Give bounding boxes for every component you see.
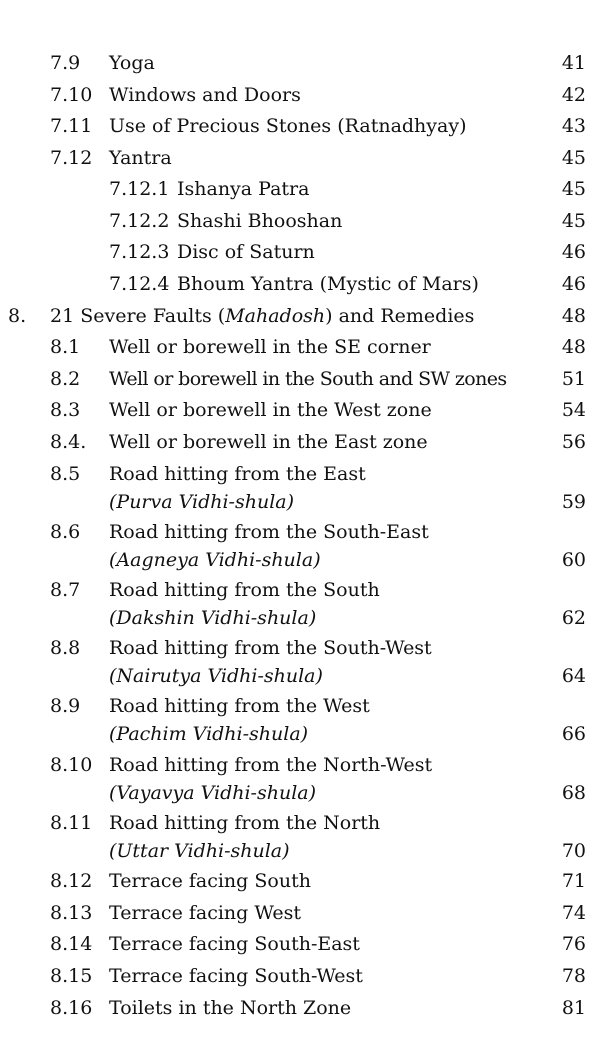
entry-title: Toilets in the North Zone [109,997,352,1019]
entry-title: Windows and Doors [109,84,301,106]
entry-title: Road hitting from the West (Pachim Vidhi-shula) [109,695,370,745]
entry-number: 8.5 [50,463,81,485]
entry-number: 8.7 [50,579,81,601]
entry-page: 59 [561,491,586,513]
toc-subentry [0,270,600,298]
entry-number: 8.3 [50,399,81,421]
toc-entry [0,994,600,1022]
toc-entry [0,365,600,393]
entry-title: Road hitting from the North-West (Vayavya Vidhi-shula) [109,754,433,804]
entry-title: Disc of Saturn [177,241,315,263]
entry-number: 7.11 [50,115,93,137]
entry-number: 7.10 [50,84,93,106]
entry-title: Terrace facing West [109,902,301,924]
entry-number: 8.2 [50,368,81,390]
entry-title: Ishanya Patra [177,178,310,200]
entry-number: 8.13 [50,902,93,924]
entry-number: 8.9 [50,695,81,717]
entry-page: 51 [561,368,586,390]
toc-entry [0,899,600,927]
entry-title: Road hitting from the South-West (Nairutya Vidhi-shula) [109,637,432,687]
entry-title: Road hitting from the East (Purva Vidhi-shula) [109,463,366,513]
toc-entry [0,930,600,958]
toc-subentry [0,175,600,203]
entry-title: Well or borewell in the South and SW zones [109,368,507,390]
toc-entry [0,518,600,571]
toc-entry [0,112,600,140]
entry-number: 7.12.2 [109,210,170,232]
entry-title: Road hitting from the South (Dakshin Vidhi-shula) [109,579,380,629]
entry-title: Bhoum Yantra (Mystic of Mars) [177,273,479,295]
entry-page: 48 [561,336,586,358]
entry-number: 8.12 [50,870,93,892]
entry-number: 8.1 [50,336,81,358]
entry-page: 48 [561,305,586,327]
entry-title: Road hitting from the North (Uttar Vidhi-shula) [109,812,381,862]
entry-title: Terrace facing South-East [109,933,360,955]
entry-title: Terrace facing South [109,870,311,892]
toc-subentry [0,207,600,235]
entry-number: 7.12.3 [109,241,170,263]
entry-number: 8.10 [50,754,93,776]
entry-title: Well or borewell in the West zone [109,399,432,421]
entry-number: 8.14 [50,933,93,955]
entry-title: Road hitting from the South-East (Aagneya Vidhi-shula) [109,521,429,571]
toc-entry [0,49,600,77]
entry-number: 8.6 [50,521,81,543]
chapter-title: 21 Severe Faults (Mahadosh) and Remedies [50,305,475,327]
entry-title: Terrace facing South-West [109,965,363,987]
entry-page: 78 [561,965,586,987]
toc-subentry [0,238,600,266]
toc-entry [0,634,600,687]
toc-entry [0,428,600,456]
entry-page: 56 [561,431,586,453]
toc-entry [0,396,600,424]
entry-page: 62 [561,607,586,629]
toc-entry [0,751,600,804]
entry-page: 64 [561,665,586,687]
toc-entry [0,81,600,109]
toc-chapter [0,302,600,330]
chapter-number: 8. [8,305,27,327]
entry-page: 74 [561,902,586,924]
entry-page: 54 [561,399,586,421]
entry-title: Well or borewell in the East zone [109,431,428,453]
entry-page: 66 [561,723,586,745]
entry-number: 7.12.1 [109,178,170,200]
entry-page: 45 [561,147,586,169]
entry-number: 8.4. [50,431,87,453]
entry-number: 8.11 [50,812,93,834]
entry-page: 46 [561,273,586,295]
entry-number: 8.16 [50,997,93,1019]
entry-page: 42 [561,84,586,106]
toc-entry [0,333,600,361]
entry-title: Yantra [109,147,172,169]
entry-page: 45 [561,210,586,232]
entry-page: 46 [561,241,586,263]
entry-title: Shashi Bhooshan [177,210,343,232]
toc-entry [0,867,600,895]
entry-page: 71 [561,870,586,892]
entry-page: 60 [561,549,586,571]
entry-page: 70 [561,840,586,862]
entry-number: 8.8 [50,637,81,659]
entry-page: 76 [561,933,586,955]
toc-entry [0,962,600,990]
entry-page: 68 [561,782,586,804]
entry-number: 7.12 [50,147,93,169]
entry-title: Well or borewell in the SE corner [109,336,431,358]
toc-entry [0,144,600,172]
toc-entry [0,460,600,513]
toc-entry [0,692,600,745]
entry-page: 45 [561,178,586,200]
entry-title: Use of Precious Stones (Ratnadhyay) [109,115,467,137]
entry-title: Yoga [109,52,155,74]
entry-number: 7.12.4 [109,273,170,295]
toc-entry [0,576,600,629]
toc-entry [0,809,600,862]
entry-page: 81 [561,997,586,1019]
entry-number: 7.9 [50,52,81,74]
entry-page: 41 [561,52,586,74]
entry-page: 43 [561,115,586,137]
entry-number: 8.15 [50,965,93,987]
